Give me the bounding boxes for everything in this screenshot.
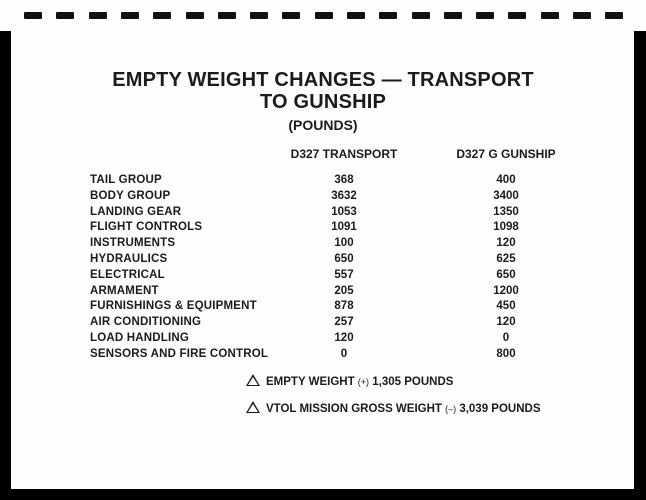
delta-triangle-icon — [246, 374, 260, 386]
title-line-2: TO GUNSHIP — [259, 91, 387, 113]
binder-hole — [218, 12, 236, 19]
table-row — [0, 221, 646, 237]
column-header-transport: D327 TRANSPORT — [290, 147, 398, 161]
gunship-value: 450 — [496, 300, 516, 312]
note-vtol-gross-weight — [246, 401, 541, 415]
row-label: LANDING GEAR — [90, 206, 182, 218]
gunship-value: 3400 — [493, 190, 519, 202]
table-row — [0, 285, 646, 301]
transport-value: 1053 — [331, 206, 357, 218]
table-row — [0, 253, 646, 269]
binder-hole — [56, 12, 74, 19]
table-row — [0, 237, 646, 253]
binder-hole — [186, 12, 204, 19]
note-sign: (+) — [357, 377, 370, 387]
binder-hole — [250, 12, 268, 19]
row-label: INSTRUMENTS — [90, 237, 176, 249]
row-label: ELECTRICAL — [90, 269, 165, 281]
binder-hole — [282, 12, 300, 19]
binder-hole — [541, 12, 559, 19]
gunship-value: 400 — [496, 174, 516, 186]
note-text: EMPTY WEIGHT — [266, 376, 358, 388]
note-value: 3,039 POUNDS — [456, 403, 541, 415]
binder-hole — [379, 12, 397, 19]
gunship-value: 800 — [496, 348, 516, 360]
binder-hole — [412, 12, 430, 19]
transport-value: 368 — [334, 174, 354, 186]
row-label: HYDRAULICS — [90, 253, 168, 265]
binder-hole — [508, 12, 526, 19]
gunship-value: 0 — [502, 332, 510, 344]
row-label: ARMAMENT — [90, 285, 159, 297]
gunship-value: 625 — [496, 253, 516, 265]
table-row — [0, 300, 646, 316]
binder-hole — [121, 12, 139, 19]
row-label: BODY GROUP — [90, 190, 171, 202]
note-value: 1,305 POUNDS — [369, 376, 454, 388]
binder-hole — [153, 12, 171, 19]
table-row — [0, 316, 646, 332]
transport-value: 3632 — [331, 190, 357, 202]
gunship-value: 1350 — [493, 206, 519, 218]
row-label: LOAD HANDLING — [90, 332, 190, 344]
gunship-value: 120 — [496, 237, 516, 249]
binder-strip — [0, 0, 646, 31]
transport-value: 120 — [334, 332, 354, 344]
transport-value: 878 — [334, 300, 354, 312]
row-label: TAIL GROUP — [90, 174, 162, 186]
table-row — [0, 332, 646, 348]
binder-holes — [24, 12, 628, 20]
gunship-value: 1098 — [493, 221, 519, 233]
transport-value: 100 — [334, 237, 354, 249]
binder-hole — [315, 12, 333, 19]
transport-value: 257 — [334, 316, 354, 328]
table-row — [0, 269, 646, 285]
table-row — [0, 190, 646, 206]
column-header-gunship: D327 G GUNSHIP — [456, 147, 556, 161]
transport-value: 557 — [334, 269, 354, 281]
note-sign: (–) — [445, 404, 457, 414]
units-subtitle: (POUNDS) — [288, 117, 358, 133]
binder-hole — [24, 12, 42, 19]
transport-value: 0 — [340, 348, 348, 360]
table-row — [0, 206, 646, 222]
gunship-value: 1200 — [493, 285, 519, 297]
transport-value: 650 — [334, 253, 354, 265]
note-empty-weight — [246, 374, 453, 388]
binder-hole — [476, 12, 494, 19]
gunship-value: 650 — [496, 269, 516, 281]
title-block — [0, 69, 646, 134]
row-label: SENSORS AND FIRE CONTROL — [90, 348, 269, 360]
binder-hole — [573, 12, 591, 19]
table-row — [0, 348, 646, 364]
delta-triangle-icon — [246, 401, 260, 413]
binder-hole — [89, 12, 107, 19]
transport-value: 205 — [334, 285, 354, 297]
row-label: AIR CONDITIONING — [90, 316, 202, 328]
binder-hole — [444, 12, 462, 19]
note-text: VTOL MISSION GROSS WEIGHT — [266, 403, 446, 415]
table-row — [0, 174, 646, 190]
binder-hole — [605, 12, 623, 19]
row-label: FURNISHINGS & EQUIPMENT — [90, 300, 257, 312]
row-label: FLIGHT CONTROLS — [90, 221, 203, 233]
title-line-1: EMPTY WEIGHT CHANGES — TRANSPORT — [112, 69, 534, 91]
gunship-value: 120 — [496, 316, 516, 328]
binder-hole — [347, 12, 365, 19]
transport-value: 1091 — [331, 221, 357, 233]
